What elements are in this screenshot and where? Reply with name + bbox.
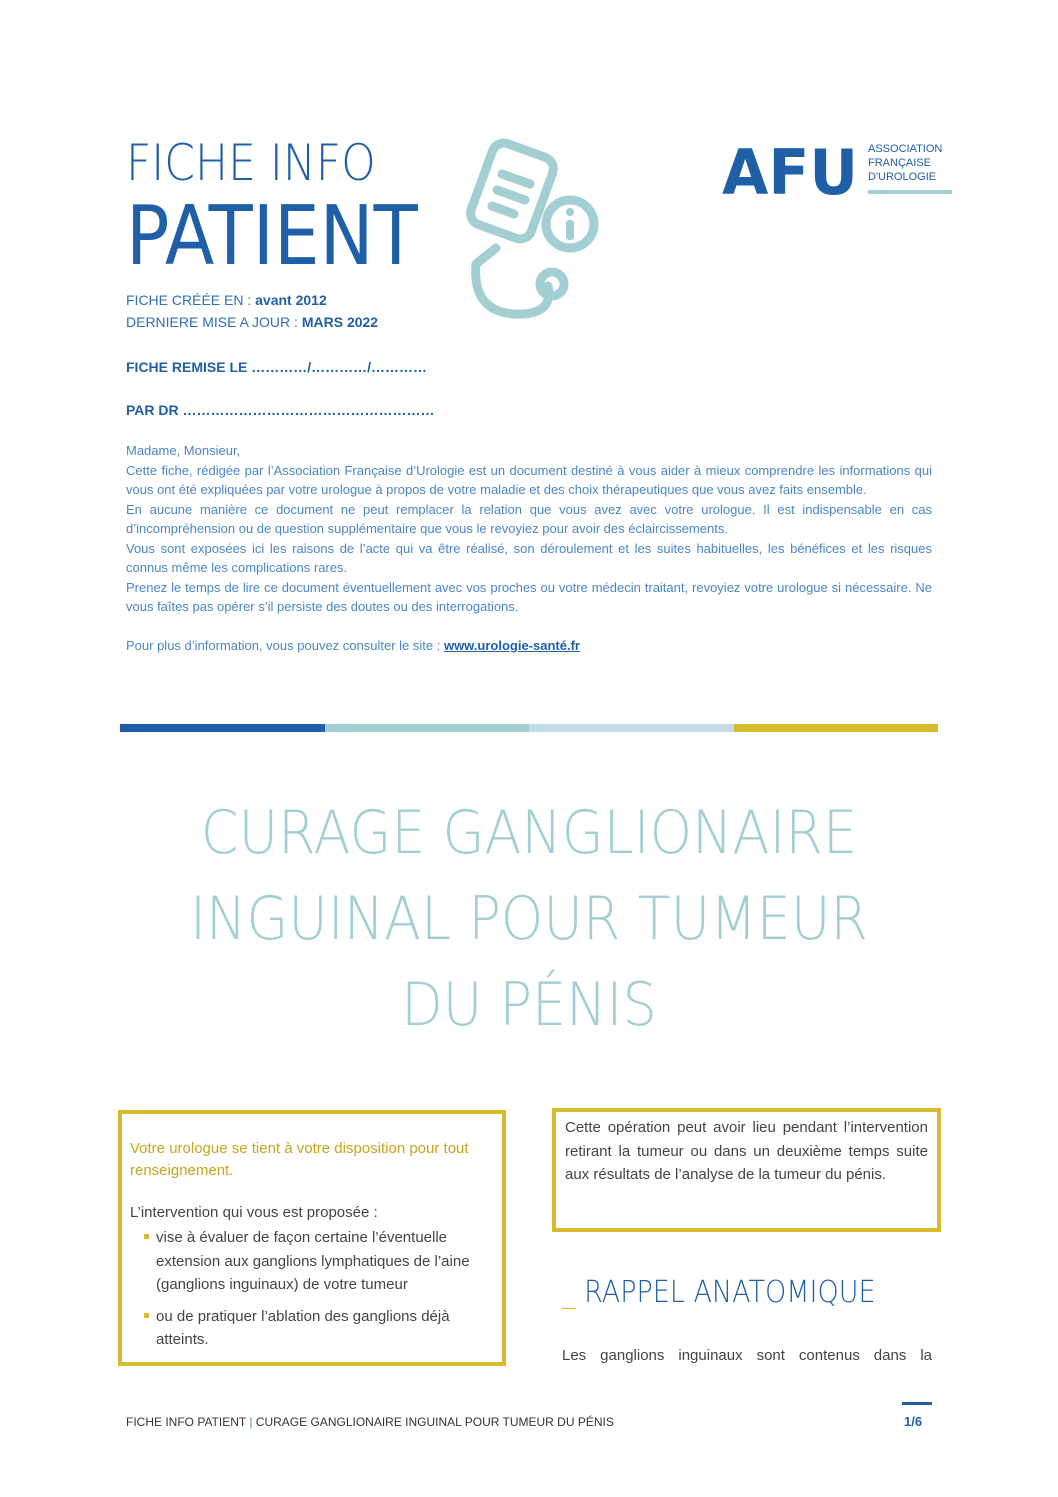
title-line: DU PÉNIS [401, 970, 657, 1040]
more-info-line [126, 636, 932, 656]
more-info-text: Pour plus d’information, vous pouvez consulter le site : [126, 638, 444, 653]
afu-logo [722, 140, 958, 202]
footer [126, 1415, 614, 1429]
updated-label: DERNIERE MISE A JOUR : [126, 314, 302, 330]
intervention-box [118, 1110, 506, 1366]
timing-box: Cette opération peut avoir lieu pendant l’intervention retirant la tumeur ou dans un deuxième temps suite aux résultats de l’analyse de la tumeur du pénis. [552, 1108, 941, 1232]
intro-paragraph: Prenez le temps de lire ce document éventuellement avec vos proches ou votre médecin traitant, revoyiez votre urologue si nécessaire. Ne vous faîtes pas opérer s’il persiste des doutes ou des interrogations. [126, 579, 932, 614]
logo-line3: D'UROLOGIE [868, 171, 937, 183]
intro-paragraph: En aucune manière ce document ne peut remplacer la relation que vous avez avec votre urologue. Il est indispensable en cas d’incompréhension ou de question supplémentaire que vous le revoyiez pour avoir des éclaircissements. [126, 501, 932, 536]
created-line [126, 292, 327, 308]
header-fiche-info: FICHE INFO [126, 134, 376, 192]
document-title [125, 790, 933, 1048]
intro-paragraph: Cette fiche, rédigée par l’Association Française d’Urologie est un document destiné à vous aider à mieux comprendre les informations qui vous ont été expliquées par votre urologue à propos de votre maladie et des choix thérapeutiques que vous avez faits ensemble. [126, 462, 932, 497]
divider-segment-gold [734, 724, 939, 732]
divider-segment-light-blue [529, 724, 734, 732]
footer-left: FICHE INFO PATIENT [126, 1415, 250, 1429]
footer-right: CURAGE GANGLIONAIRE INGUINAL POUR TUMEUR DU PÉNIS [252, 1415, 614, 1429]
updated-value: MARS 2022 [301, 314, 379, 330]
title-line: CURAGE GANGLIONAIRE [200, 798, 858, 868]
color-divider [120, 724, 938, 732]
page-number: 1/6 [904, 1414, 923, 1429]
logo-letters: AFU [722, 140, 858, 202]
logo-line2: FRANÇAISE [868, 157, 931, 169]
intro-paragraph: Vous sont exposées ici les raisons de l’acte qui va être réalisé, son déroulement et les suites habituelles, les bénéfices et les risques connus même les complications rares. [126, 540, 932, 575]
footer-separator: | [249, 1415, 253, 1429]
divider-segment-blue [120, 724, 325, 732]
section-text: Les ganglions inguinaux sont contenus dans la [562, 1347, 932, 1364]
section-heading [562, 1275, 876, 1310]
intro-text [126, 441, 932, 656]
par-dr-field: PAR DR ……………………………………………… [126, 402, 435, 418]
list-item: ou de pratiquer l’ablation des ganglions déjà atteints. [130, 1305, 492, 1352]
heading-text: RAPPEL ANATOMIQUE [575, 1275, 876, 1310]
fiche-remise-field: FICHE REMISE LE …………/…………/………… [126, 359, 428, 375]
medical-clipboard-stethoscope-icon [452, 136, 612, 336]
intro-greeting: Madame, Monsieur, [126, 443, 241, 458]
header-patient: PATIENT [126, 189, 418, 284]
website-link[interactable]: www.urologie-santé.fr [443, 638, 580, 653]
created-value: avant 2012 [255, 292, 327, 308]
intervention-intro: L’intervention qui vous est proposée : [130, 1204, 378, 1221]
updated-line [126, 314, 378, 330]
title-line: INGUINAL POUR TUMEUR [190, 884, 868, 954]
divider-segment-teal [325, 724, 530, 732]
urologue-availability: Votre urologue se tient à votre disposition pour tout renseignement. [130, 1140, 469, 1179]
created-label: FICHE CRÉÉE EN : [126, 292, 256, 308]
intervention-list [130, 1226, 492, 1352]
list-item: vise à évaluer de façon certaine l’éventuelle extension aux ganglions lymphatiques de l’aine (ganglions inguinaux) de votre tumeur [130, 1226, 492, 1297]
logo-line1: ASSOCIATION [868, 143, 943, 155]
footer-mark [902, 1402, 932, 1405]
heading-dash: _ [562, 1275, 576, 1310]
